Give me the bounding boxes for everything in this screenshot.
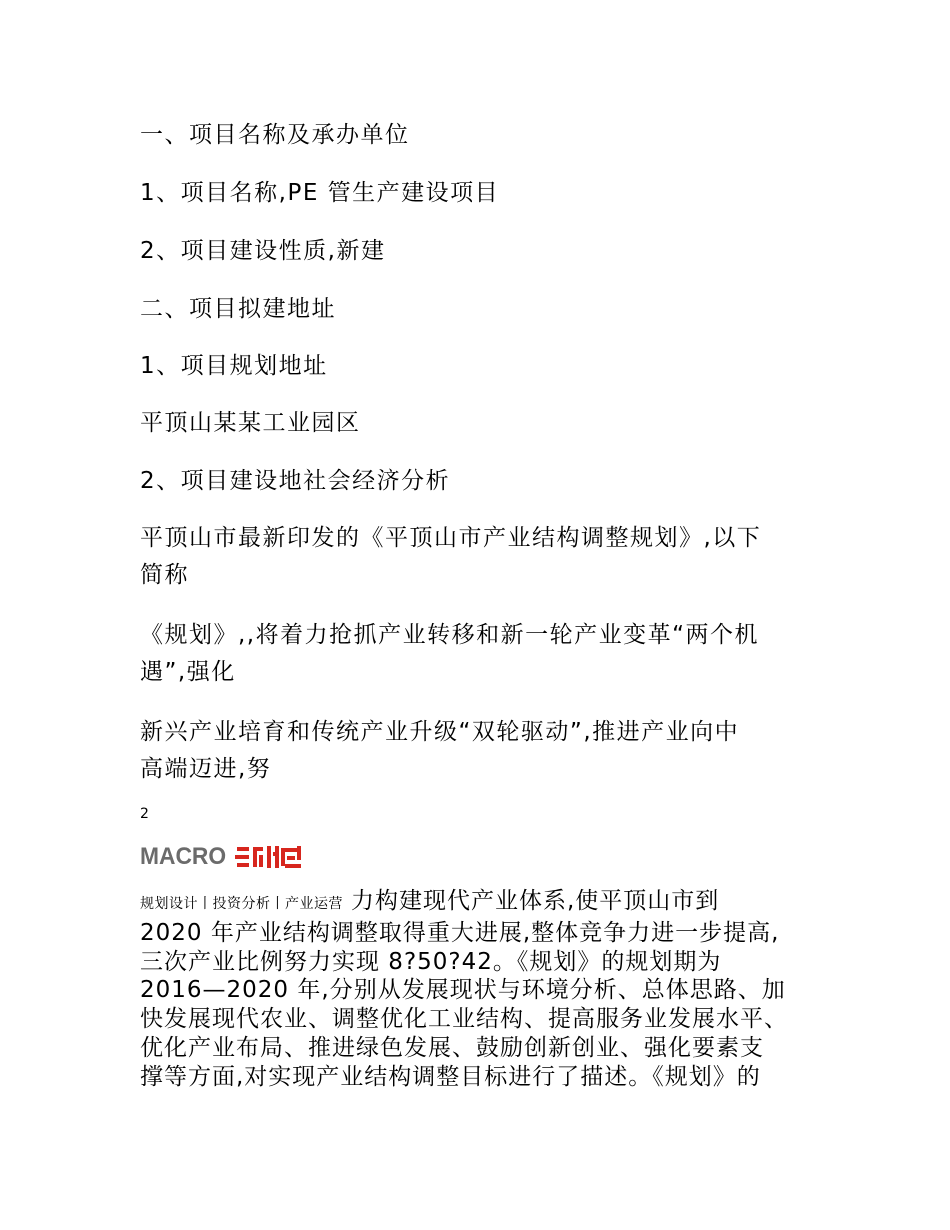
paragraph-1-line-2: 简称 <box>140 562 189 588</box>
body-paragraph <box>140 887 820 1092</box>
page-number: 2 <box>140 806 149 822</box>
paragraph-2-line-2: 遇”,强化 <box>140 659 236 685</box>
body-line-7: 撑等方面,对实现产业结构调整目标进行了描述。《规划》的 <box>140 1063 761 1090</box>
project-address-value: 平顶山某某工业园区 <box>140 410 361 436</box>
project-nature-line: 2、项目建设性质,新建 <box>140 238 386 264</box>
macro-logo <box>140 843 305 871</box>
body-line-6: 优化产业布局、推进绿色发展、鼓励创新创业、强化要素支 <box>140 1034 764 1061</box>
logo-tagline: 规划设计丨投资分析丨产业运营 <box>140 896 343 912</box>
socio-economic-heading: 2、项目建设地社会经济分析 <box>140 468 451 494</box>
logo-wordmark: MACRO <box>140 843 227 870</box>
body-line-3: 三次产业比例努力实现 8?50?42。《规划》的规划期为 <box>140 948 722 975</box>
logo-mark-icon <box>235 844 305 870</box>
project-name-line: 1、项目名称,PE 管生产建设项目 <box>140 180 500 206</box>
section-heading-1: 一、项目名称及承办单位 <box>140 122 410 148</box>
paragraph-3-line-1: 新兴产业培育和传统产业升级“双轮驱动”,推进产业向中 <box>140 719 740 745</box>
body-line-1 <box>140 887 820 919</box>
body-line-5: 快发展现代农业、调整优化工业结构、提高服务业发展水平、 <box>140 1006 788 1033</box>
project-address-heading: 1、项目规划地址 <box>140 353 328 379</box>
body-line-1-text: 力构建现代产业体系,使平顶山市到 <box>351 888 720 914</box>
logo-mark-text: 弘域 <box>234 844 237 845</box>
section-heading-2: 二、项目拟建地址 <box>140 296 336 322</box>
body-line-4: 2016—2020 年,分别从发展现状与环境分析、总体思路、加 <box>140 977 786 1004</box>
paragraph-2-line-1: 《规划》,,将着力抢抓产业转移和新一轮产业变革“两个机 <box>140 622 760 648</box>
body-line-2: 2020 年产业结构调整取得重大进展,整体竞争力进一步提高, <box>140 919 780 946</box>
paragraph-3-line-2: 高端迈进,努 <box>140 756 272 782</box>
paragraph-1-line-1: 平顶山市最新印发的《平顶山市产业结构调整规划》,以下 <box>140 525 762 551</box>
